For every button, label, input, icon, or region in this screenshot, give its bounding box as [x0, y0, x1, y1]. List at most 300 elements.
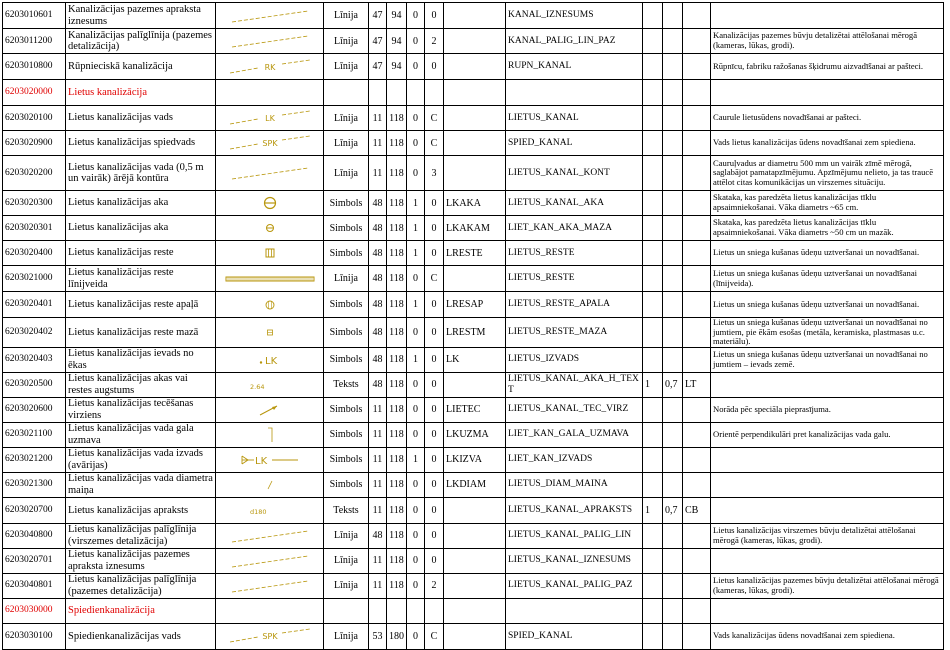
row-c3: 0: [407, 623, 425, 649]
symbol-dashline-icon: [220, 6, 320, 26]
row-text-align: [683, 573, 711, 598]
row-weight: 118: [387, 523, 407, 548]
row-weight: 118: [387, 106, 407, 131]
row-weight: 118: [387, 472, 407, 497]
row-color: 11: [369, 131, 387, 156]
row-color: 11: [369, 573, 387, 598]
row-name: Lietus kanalizācijas palīglīnija (virszemes detalizācija): [66, 523, 216, 548]
row-block: [444, 573, 506, 598]
table-row: [3, 191, 944, 216]
row-weight: 118: [387, 497, 407, 523]
symbol-text-icon: [220, 375, 320, 395]
row-text-align: [683, 397, 711, 422]
row-text-width: [663, 29, 683, 54]
row-block: [444, 106, 506, 131]
row-linetype: 0: [425, 347, 444, 372]
row-type: Līnija: [324, 523, 369, 548]
row-weight: 118: [387, 241, 407, 266]
row-linetype: 0: [425, 318, 444, 348]
row-linetype: 0: [425, 241, 444, 266]
row-symbol: [216, 397, 324, 422]
row-color: 11: [369, 397, 387, 422]
row-layer: LIET_KAN_IZVADS: [506, 447, 643, 472]
row-block: LKUZMA: [444, 422, 506, 447]
row-color: 48: [369, 216, 387, 241]
row-symbol: [216, 573, 324, 598]
row-block: [444, 3, 506, 29]
table-row: [3, 422, 944, 447]
row-description: Norāda pēc speciāla pieprasījuma.: [711, 397, 944, 422]
row-color: 47: [369, 54, 387, 80]
row-symbol: [216, 372, 324, 397]
row-text-width: [663, 80, 683, 106]
symbol-text-icon: [220, 500, 320, 520]
row-linetype: 0: [425, 372, 444, 397]
row-description: [711, 548, 944, 573]
row-linetype: [425, 598, 444, 623]
row-linetype: 0: [425, 216, 444, 241]
row-c3: 1: [407, 216, 425, 241]
row-code: 6203020400: [3, 241, 66, 266]
row-c3: 0: [407, 548, 425, 573]
row-linetype: 2: [425, 573, 444, 598]
row-color: 48: [369, 347, 387, 372]
row-code: 6203020200: [3, 156, 66, 191]
row-symbol: [216, 156, 324, 191]
row-layer: [506, 598, 643, 623]
table-row: [3, 216, 944, 241]
row-color: 11: [369, 106, 387, 131]
symbol-label: LK: [264, 114, 275, 123]
row-block: [444, 80, 506, 106]
row-block: [444, 54, 506, 80]
row-c3: 1: [407, 241, 425, 266]
row-layer: LIETUS_RESTE_MAZA: [506, 318, 643, 348]
row-weight: [387, 80, 407, 106]
row-c3: 0: [407, 29, 425, 54]
row-c3: 0: [407, 472, 425, 497]
row-text-width: [663, 422, 683, 447]
row-color: 48: [369, 318, 387, 348]
row-layer: SPIED_KANAL: [506, 131, 643, 156]
row-block: LKAKAM: [444, 216, 506, 241]
row-layer: LIETUS_DIAM_MAINA: [506, 472, 643, 497]
row-linetype: 0: [425, 397, 444, 422]
row-text-width: [663, 106, 683, 131]
row-weight: 118: [387, 216, 407, 241]
row-code: 6203030100: [3, 623, 66, 649]
row-code: 6203020403: [3, 347, 66, 372]
row-block: [444, 372, 506, 397]
symbol-dashline-icon: [220, 526, 320, 546]
row-type: Līnija: [324, 29, 369, 54]
row-text-width: [663, 598, 683, 623]
row-layer: LIETUS_KANAL_AKA_H_TEXT: [506, 372, 643, 397]
table-row: [3, 523, 944, 548]
row-linetype: C: [425, 266, 444, 292]
row-text-align: LT: [683, 372, 711, 397]
row-name: Lietus kanalizācijas reste: [66, 241, 216, 266]
row-name: Lietus kanalizācijas vada izvads (avārijas): [66, 447, 216, 472]
row-text-align: [683, 241, 711, 266]
row-description: Kanalizācijas pazemes būvju detalizētai attēlošanai mērogā (kameras, lūkas, grodi).: [711, 29, 944, 54]
row-layer: SPIED_KANAL: [506, 623, 643, 649]
symbol-dashline-icon: [220, 551, 320, 571]
row-text-width: [663, 191, 683, 216]
row-c3: 0: [407, 573, 425, 598]
table-row: [3, 347, 944, 372]
row-code: 6203020300: [3, 191, 66, 216]
row-weight: 94: [387, 3, 407, 29]
row-text-width: 0,7: [663, 497, 683, 523]
symbol-label: d180: [249, 508, 267, 517]
row-block: [444, 623, 506, 649]
table-row: [3, 266, 944, 292]
row-c3: 0: [407, 54, 425, 80]
row-type: Teksts: [324, 497, 369, 523]
row-description: Skataka, kas paredzēta lietus kanalizācijas tīklu apsaimniekošanai. Vāka diametrs ~50 cm un mazāk.: [711, 216, 944, 241]
row-text-align: [683, 106, 711, 131]
row-weight: 94: [387, 54, 407, 80]
row-type: Līnija: [324, 266, 369, 292]
row-description: Lietus kanalizācijas virszemes būvju detalizētai attēlošanai mērogā (kameras, lūkas, grodi).: [711, 523, 944, 548]
table-row: [3, 156, 944, 191]
row-layer: LIETUS_RESTE: [506, 241, 643, 266]
row-symbol: [216, 447, 324, 472]
row-layer: LIETUS_KANAL_PALIG_LIN: [506, 523, 643, 548]
table-row: [3, 318, 944, 348]
row-description: [711, 3, 944, 29]
row-type: Līnija: [324, 106, 369, 131]
symbol-line-label-icon: [220, 626, 320, 646]
row-text-height: [643, 156, 663, 191]
table-row: [3, 54, 944, 80]
row-type: Simbols: [324, 447, 369, 472]
row-block: [444, 29, 506, 54]
row-type: Līnija: [324, 3, 369, 29]
table-row: [3, 447, 944, 472]
row-layer: LIETUS_KANAL_APRAKSTS: [506, 497, 643, 523]
row-symbol: [216, 241, 324, 266]
row-code: 6203011200: [3, 29, 66, 54]
row-text-width: [663, 573, 683, 598]
row-c3: 1: [407, 292, 425, 318]
row-type: Simbols: [324, 292, 369, 318]
row-text-width: [663, 292, 683, 318]
symbol-line-label-icon: [220, 108, 320, 128]
row-symbol: [216, 523, 324, 548]
row-text-height: [643, 523, 663, 548]
row-text-width: [663, 447, 683, 472]
row-block: LK: [444, 347, 506, 372]
symbol-dashline-icon: [220, 163, 320, 183]
symbol-grate-small-icon: [220, 322, 320, 342]
row-text-height: [643, 29, 663, 54]
row-name: Lietus kanalizācijas vada gala uzmava: [66, 422, 216, 447]
row-layer: LIET_KAN_GALA_UZMAVA: [506, 422, 643, 447]
row-text-width: [663, 347, 683, 372]
row-linetype: 0: [425, 422, 444, 447]
section-row: [3, 598, 944, 623]
row-linetype: 0: [425, 548, 444, 573]
row-description: Lietus un sniega kušanas ūdeņu uztveršanai un novadīšanai (līnijveida).: [711, 266, 944, 292]
row-text-height: [643, 216, 663, 241]
row-layer: [506, 80, 643, 106]
row-type: Simbols: [324, 472, 369, 497]
row-linetype: 0: [425, 3, 444, 29]
row-symbol: [216, 548, 324, 573]
row-text-height: [643, 447, 663, 472]
row-text-align: [683, 3, 711, 29]
symbol-grate-line-icon: [220, 269, 320, 289]
row-description: Orientē perpendikulāri pret kanalizācijas vada galu.: [711, 422, 944, 447]
row-code: 6203010601: [3, 3, 66, 29]
row-layer: LIETUS_KANAL_TEC_VIRZ: [506, 397, 643, 422]
row-description: Lietus un sniega kušanas ūdeņu uztveršanai un novadīšanai.: [711, 241, 944, 266]
row-linetype: C: [425, 106, 444, 131]
row-c3: 0: [407, 523, 425, 548]
row-code: 6203020100: [3, 106, 66, 131]
row-linetype: C: [425, 131, 444, 156]
row-layer: KANAL_IZNESUMS: [506, 3, 643, 29]
row-c3: 0: [407, 497, 425, 523]
row-weight: 118: [387, 422, 407, 447]
row-name: Lietus kanalizācijas spiedvads: [66, 131, 216, 156]
row-text-align: [683, 131, 711, 156]
row-color: 47: [369, 3, 387, 29]
row-text-align: [683, 191, 711, 216]
row-text-width: 0,7: [663, 372, 683, 397]
row-layer: RUPN_KANAL: [506, 54, 643, 80]
row-block: [444, 497, 506, 523]
table-row: [3, 292, 944, 318]
row-c3: 1: [407, 447, 425, 472]
section-row: [3, 80, 944, 106]
row-text-height: [643, 472, 663, 497]
row-color: 11: [369, 497, 387, 523]
row-layer: LIET_KAN_AKA_MAZA: [506, 216, 643, 241]
row-linetype: 2: [425, 29, 444, 54]
symbol-label: RK: [264, 62, 275, 72]
table-body: [3, 3, 944, 650]
row-description: Rūpnīcu, fabriku ražošanas šķidrumu aizvadīšanai ar pašteci.: [711, 54, 944, 80]
row-type: Simbols: [324, 216, 369, 241]
row-layer: LIETUS_RESTE_APALA: [506, 292, 643, 318]
symbol-outlet-icon: [220, 450, 320, 470]
row-type: Simbols: [324, 241, 369, 266]
row-description: [711, 447, 944, 472]
row-type: [324, 80, 369, 106]
row-linetype: 0: [425, 191, 444, 216]
row-weight: 94: [387, 29, 407, 54]
row-c3: [407, 598, 425, 623]
row-name: Lietus kanalizācijas pazemes apraksta iznesums: [66, 548, 216, 573]
row-name: Lietus kanalizācijas palīglīnija (pazemes detalizācija): [66, 573, 216, 598]
row-block: [444, 156, 506, 191]
row-description: Vads lietus kanalizācijas ūdens novadīšanai zem spiediena.: [711, 131, 944, 156]
row-block: LRESTM: [444, 318, 506, 348]
row-text-height: [643, 266, 663, 292]
row-type: Līnija: [324, 54, 369, 80]
row-c3: 0: [407, 106, 425, 131]
row-code: 6203040800: [3, 523, 66, 548]
row-code: 6203010800: [3, 54, 66, 80]
row-text-align: [683, 472, 711, 497]
row-description: Cauruļvadus ar diametru 500 mm un vairāk zīmē mērogā, saglabājot pamatapzīmējumu. Apzīmējumu nelieto, ja tas traucē attēlot citas komunikācijas un virszemes situāciju.: [711, 156, 944, 191]
row-color: 48: [369, 523, 387, 548]
table-row: [3, 3, 944, 29]
row-symbol: [216, 292, 324, 318]
row-name: Lietus kanalizācijas reste apaļā: [66, 292, 216, 318]
row-code: 6203020900: [3, 131, 66, 156]
row-text-width: [663, 266, 683, 292]
row-code: 6203020000: [3, 80, 66, 106]
row-c3: 1: [407, 191, 425, 216]
row-weight: [387, 598, 407, 623]
row-c3: 0: [407, 156, 425, 191]
row-layer: KANAL_PALIG_LIN_PAZ: [506, 29, 643, 54]
row-type: Līnija: [324, 131, 369, 156]
row-text-height: [643, 623, 663, 649]
row-type: Simbols: [324, 191, 369, 216]
row-c3: 0: [407, 131, 425, 156]
table-row: [3, 472, 944, 497]
row-name: Lietus kanalizācijas tecēšanas virziens: [66, 397, 216, 422]
row-symbol: [216, 106, 324, 131]
row-symbol: [216, 131, 324, 156]
row-description: [711, 472, 944, 497]
row-text-height: [643, 241, 663, 266]
row-layer: LIETUS_KANAL_AKA: [506, 191, 643, 216]
row-type: Līnija: [324, 623, 369, 649]
row-block: LIETEC: [444, 397, 506, 422]
row-type: Līnija: [324, 573, 369, 598]
row-name: Lietus kanalizācijas vada diametra maiņa: [66, 472, 216, 497]
row-color: 47: [369, 29, 387, 54]
symbol-label: LK: [254, 455, 267, 467]
row-block: LRESTE: [444, 241, 506, 266]
row-weight: 180: [387, 623, 407, 649]
row-c3: 0: [407, 3, 425, 29]
row-description: Lietus un sniega kušanas ūdeņu uztveršanai un novadīšanai no jumtiem – ievads zemē.: [711, 347, 944, 372]
row-name: Spiedienkanalizācija: [66, 598, 216, 623]
row-code: 6203021200: [3, 447, 66, 472]
table-row: [3, 497, 944, 523]
row-text-align: [683, 318, 711, 348]
table-row: [3, 372, 944, 397]
row-symbol: [216, 497, 324, 523]
row-linetype: 0: [425, 54, 444, 80]
row-weight: 118: [387, 266, 407, 292]
row-type: Līnija: [324, 156, 369, 191]
row-symbol: [216, 29, 324, 54]
row-block: [444, 523, 506, 548]
row-block: LRESAP: [444, 292, 506, 318]
row-name: Lietus kanalizācijas vads: [66, 106, 216, 131]
row-weight: 118: [387, 447, 407, 472]
row-text-align: [683, 422, 711, 447]
row-description: Caurule lietusūdens novadīšanai ar pašteci.: [711, 106, 944, 131]
row-code: 6203020700: [3, 497, 66, 523]
row-block: LKIZVA: [444, 447, 506, 472]
row-symbol: [216, 318, 324, 348]
row-layer: LIETUS_IZVADS: [506, 347, 643, 372]
row-color: 11: [369, 447, 387, 472]
row-text-height: [643, 422, 663, 447]
symbol-bracket-icon: [220, 425, 320, 445]
table-row: [3, 29, 944, 54]
row-color: 11: [369, 472, 387, 497]
row-text-align: [683, 598, 711, 623]
row-description: Lietus un sniega kušanas ūdeņu uztveršanai un novadīšanai no jumtiem, pie ēkām esošas (metāla, keramiska, plastmasas u.c. materiālu).: [711, 318, 944, 348]
row-c3: 0: [407, 422, 425, 447]
row-code: 6203020401: [3, 292, 66, 318]
row-description: [711, 598, 944, 623]
row-layer: LIETUS_RESTE: [506, 266, 643, 292]
row-text-width: [663, 523, 683, 548]
row-text-align: [683, 623, 711, 649]
row-c3: 0: [407, 266, 425, 292]
row-text-width: [663, 472, 683, 497]
row-color: [369, 80, 387, 106]
row-block: LKDIAM: [444, 472, 506, 497]
row-weight: 118: [387, 131, 407, 156]
row-text-align: [683, 347, 711, 372]
row-weight: 118: [387, 372, 407, 397]
row-text-height: 1: [643, 372, 663, 397]
row-color: 11: [369, 156, 387, 191]
symbol-dashline-icon: [220, 31, 320, 51]
row-text-width: [663, 397, 683, 422]
row-name: Lietus kanalizācijas vada (0,5 m un vairāk) ārējā kontūra: [66, 156, 216, 191]
row-linetype: [425, 80, 444, 106]
row-text-align: [683, 523, 711, 548]
row-code: 6203020600: [3, 397, 66, 422]
row-linetype: C: [425, 623, 444, 649]
row-weight: 118: [387, 397, 407, 422]
row-text-width: [663, 216, 683, 241]
row-weight: 118: [387, 573, 407, 598]
symbol-dot-label-icon: [220, 350, 320, 370]
table-row: [3, 241, 944, 266]
row-text-align: [683, 266, 711, 292]
row-text-height: [643, 106, 663, 131]
row-type: Simbols: [324, 347, 369, 372]
table-row: [3, 106, 944, 131]
row-type: [324, 598, 369, 623]
row-weight: 118: [387, 191, 407, 216]
row-linetype: 0: [425, 523, 444, 548]
symbol-arrow-icon: [220, 400, 320, 420]
row-name: Lietus kanalizācijas reste mazā: [66, 318, 216, 348]
row-color: 48: [369, 292, 387, 318]
row-description: Lietus un sniega kušanas ūdeņu uztveršanai un novadīšanai.: [711, 292, 944, 318]
row-symbol: [216, 472, 324, 497]
row-symbol: [216, 216, 324, 241]
symbol-label: 2.64: [249, 382, 264, 391]
row-description: [711, 80, 944, 106]
row-name: Spiedienkanalizācijas vads: [66, 623, 216, 649]
row-type: Teksts: [324, 372, 369, 397]
row-block: [444, 131, 506, 156]
symbol-circle-big-icon: [220, 193, 320, 213]
row-symbol: [216, 80, 324, 106]
symbol-tick-icon: [220, 475, 320, 495]
symbol-circle-small-icon: [220, 218, 320, 238]
row-c3: [407, 80, 425, 106]
row-text-width: [663, 318, 683, 348]
row-text-align: [683, 292, 711, 318]
